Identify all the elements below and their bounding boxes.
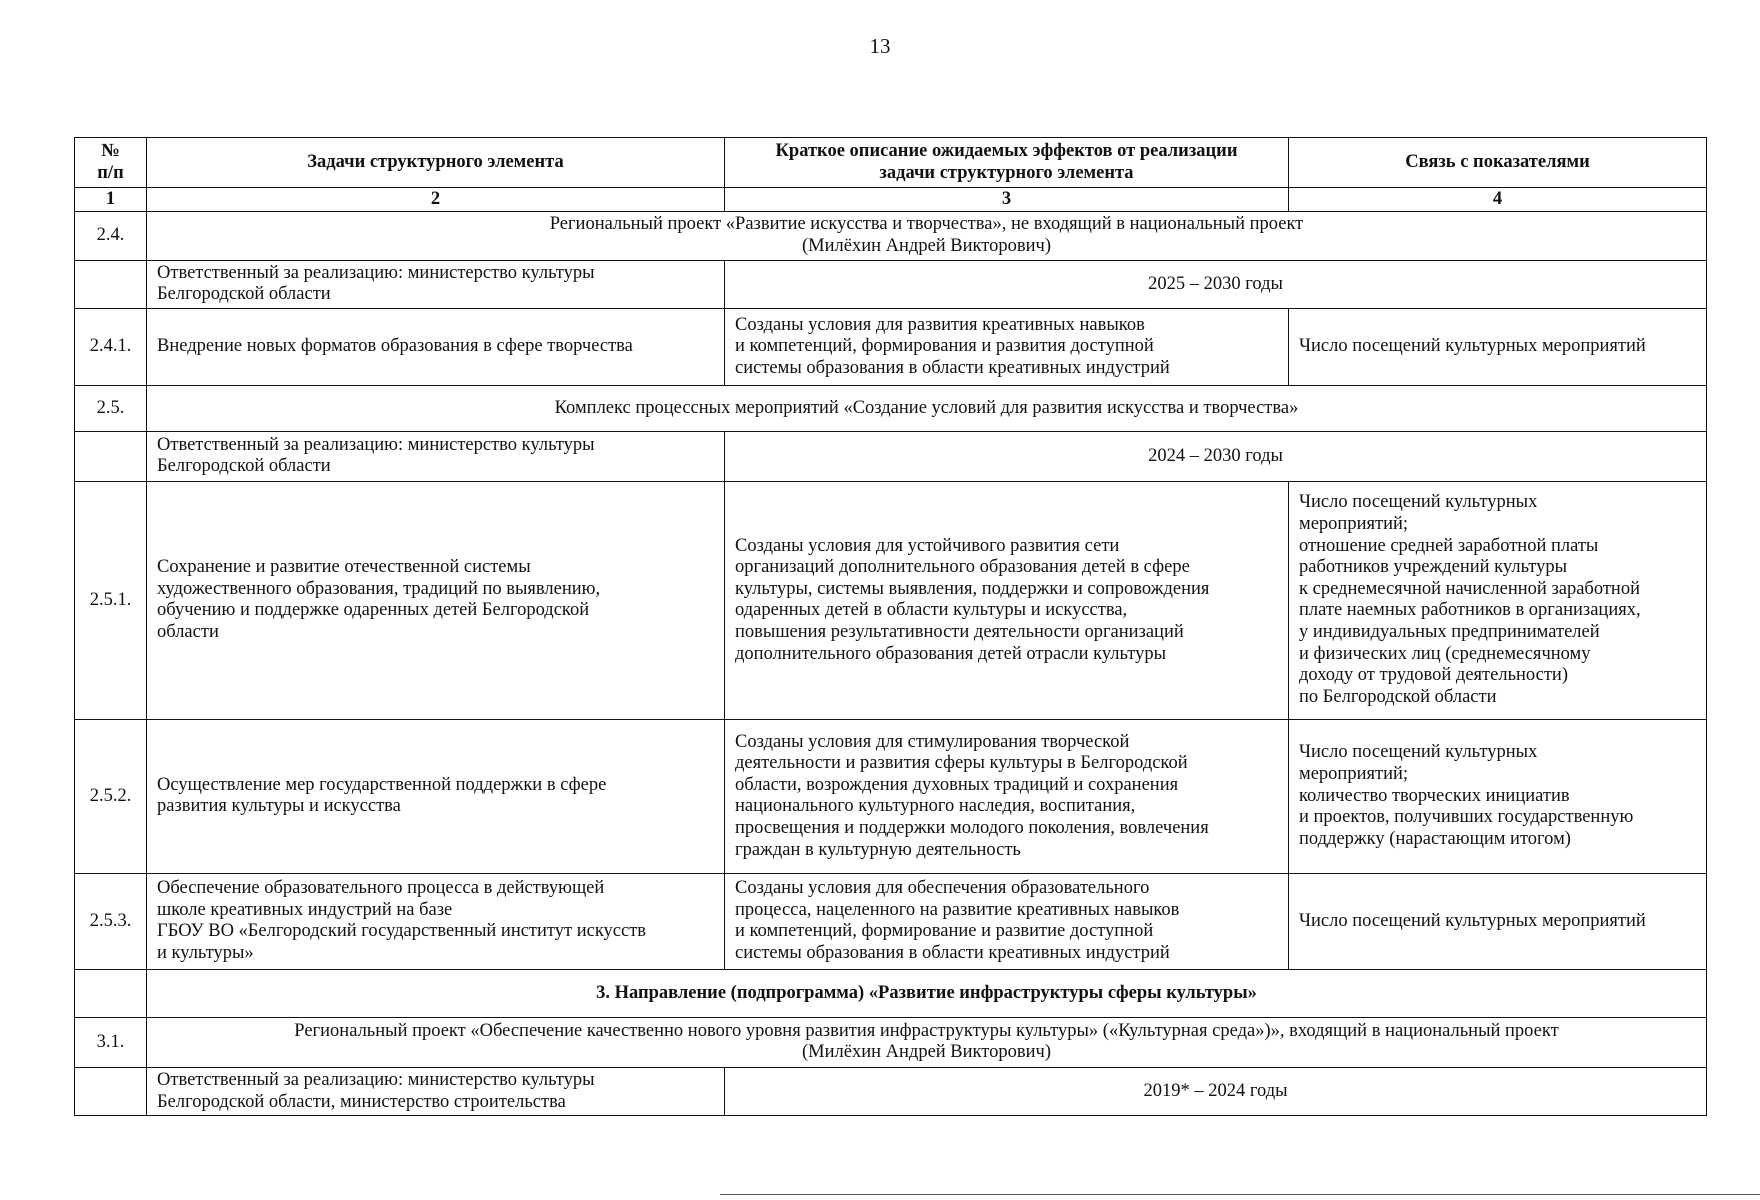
table-header-row bbox=[75, 138, 1707, 188]
row-number: 2.5. bbox=[75, 385, 147, 431]
table-row bbox=[75, 719, 1707, 873]
effect-text: Созданы условия для устойчивого развития сети организаций дополнительного образования детей в сфере культуры, системы выявления, поддержки и сопровождения одаренных детей в области культуры и искусства, повышения результативности деятельности организаций дополнительного образования детей отрасли культуры bbox=[725, 481, 1289, 719]
table-row bbox=[75, 1067, 1707, 1115]
indicator-text: Число посещений культурных мероприятий; количество творческих инициатив и проектов, получивших государственную поддержку (нарастающим итогом) bbox=[1289, 719, 1707, 873]
task-text: Сохранение и развитие отечественной системы художественного образования, традиций по выявлению, обучению и поддержке одаренных детей Белгородской области bbox=[147, 481, 725, 719]
scan-edge-line bbox=[720, 1194, 1760, 1195]
header-col-indicators: Связь с показателями bbox=[1289, 138, 1707, 188]
effect-text: Созданы условия для развития креативных навыков и компетенций, формирования и развития доступной системы образования в области креативных индустрий bbox=[725, 308, 1289, 385]
section-title: Региональный проект «Обеспечение качественно нового уровня развития инфраструктуры культуры» («Культурная среда»)», входящий в национальный проект (Милёхин Андрей Викторович) bbox=[147, 1017, 1707, 1067]
row-number: 2.4.1. bbox=[75, 308, 147, 385]
indicator-text: Число посещений культурных мероприятий bbox=[1289, 873, 1707, 969]
table-row bbox=[75, 385, 1707, 431]
task-text: Осуществление мер государственной поддержки в сфере развития культуры и искусства bbox=[147, 719, 725, 873]
direction-title: 3. Направление (подпрограмма) «Развитие инфраструктуры сферы культуры» bbox=[147, 969, 1707, 1017]
responsible-text: Ответственный за реализацию: министерство культуры Белгородской области, министерство строительства bbox=[147, 1067, 725, 1115]
row-number-empty bbox=[75, 260, 147, 308]
table-row bbox=[75, 1017, 1707, 1067]
section-title: Региональный проект «Развитие искусства и творчества», не входящий в национальный проект (Милёхин Андрей Викторович) bbox=[147, 212, 1707, 260]
row-number: 2.5.3. bbox=[75, 873, 147, 969]
task-text: Внедрение новых форматов образования в сфере творчества bbox=[147, 308, 725, 385]
column-index-row bbox=[75, 188, 1707, 212]
table-row bbox=[75, 212, 1707, 260]
row-number: 2.4. bbox=[75, 212, 147, 260]
period-text: 2024 – 2030 годы bbox=[725, 431, 1707, 481]
row-number: 2.5.1. bbox=[75, 481, 147, 719]
table-row bbox=[75, 873, 1707, 969]
row-number-empty bbox=[75, 1067, 147, 1115]
table-row bbox=[75, 969, 1707, 1017]
header-col-tasks: Задачи структурного элемента bbox=[147, 138, 725, 188]
column-index-2: 2 bbox=[147, 188, 725, 212]
column-index-4: 4 bbox=[1289, 188, 1707, 212]
column-index-1: 1 bbox=[75, 188, 147, 212]
effect-text: Созданы условия для стимулирования творческой деятельности и развития сферы культуры в Белгородской области, возрождения духовных традиций и сохранения национального культурного наследия, воспитания, просвещения и поддержки молодого поколения, вовлечения граждан в культурную деятельность bbox=[725, 719, 1289, 873]
structural-elements-table bbox=[74, 137, 1707, 1116]
indicator-text: Число посещений культурных мероприятий; отношение средней заработной платы работников учреждений культуры к среднемесячной начисленной заработной плате наемных работников в организациях, у индивидуальных предпринимателей и физических лиц (среднемесячному доходу от трудовой деятельности) по Белгородской области bbox=[1289, 481, 1707, 719]
row-number-empty bbox=[75, 431, 147, 481]
table-row bbox=[75, 481, 1707, 719]
responsible-text: Ответственный за реализацию: министерство культуры Белгородской области bbox=[147, 260, 725, 308]
column-index-3: 3 bbox=[725, 188, 1289, 212]
row-number: 2.5.2. bbox=[75, 719, 147, 873]
table-row bbox=[75, 431, 1707, 481]
page-number: 13 bbox=[869, 34, 891, 58]
effect-text: Созданы условия для обеспечения образовательного процесса, нацеленного на развитие креативных навыков и компетенций, формирование и развитие доступной системы образования в области креативных индустрий bbox=[725, 873, 1289, 969]
row-number: 3.1. bbox=[75, 1017, 147, 1067]
indicator-text: Число посещений культурных мероприятий bbox=[1289, 308, 1707, 385]
responsible-text: Ответственный за реализацию: министерство культуры Белгородской области bbox=[147, 431, 725, 481]
table-row bbox=[75, 260, 1707, 308]
header-col-number: № п/п bbox=[75, 138, 147, 188]
period-text: 2025 – 2030 годы bbox=[725, 260, 1707, 308]
task-text: Обеспечение образовательного процесса в действующей школе креативных индустрий на базе ГБОУ ВО «Белгородский государственный институт искусств и культуры» bbox=[147, 873, 725, 969]
header-col-effects: Краткое описание ожидаемых эффектов от реализации задачи структурного элемента bbox=[725, 138, 1289, 188]
section-title: Комплекс процессных мероприятий «Создание условий для развития искусства и творчества» bbox=[147, 385, 1707, 431]
table-row bbox=[75, 308, 1707, 385]
period-text: 2019* – 2024 годы bbox=[725, 1067, 1707, 1115]
row-number-empty bbox=[75, 969, 147, 1017]
